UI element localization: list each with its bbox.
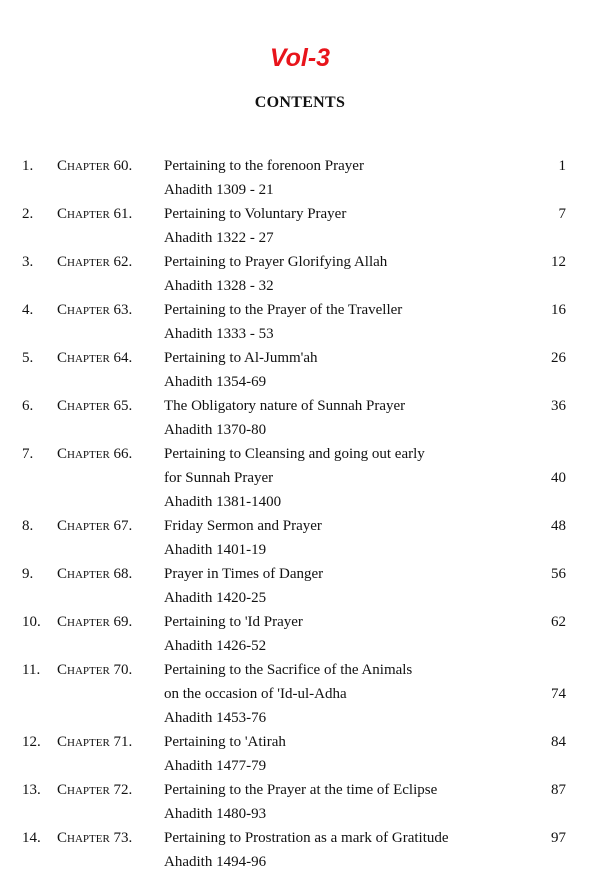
page-number: 26 — [551, 350, 566, 366]
chapter-title: Pertaining to 'Id Prayer — [164, 614, 303, 630]
volume-label: Vol-3 — [269, 44, 331, 72]
toc-entry — [0, 442, 600, 514]
chapter-label: Chapter 69. — [57, 614, 133, 630]
toc-line — [0, 394, 600, 418]
page-number: 62 — [551, 614, 566, 630]
toc-line — [0, 466, 600, 490]
entry-number: 5. — [22, 350, 34, 366]
entry-number: 7. — [22, 446, 34, 462]
chapter-title: Pertaining to the Prayer of the Traveller — [164, 302, 403, 318]
page-number: 40 — [551, 470, 566, 486]
toc-entry — [0, 154, 600, 202]
ahadith-range: Ahadith 1420-25 — [164, 590, 267, 606]
page-number: 74 — [551, 686, 566, 702]
toc-line — [0, 706, 600, 730]
ahadith-range: Ahadith 1328 - 32 — [164, 278, 274, 294]
chapter-title: on the occasion of 'Id-ul-Adha — [164, 686, 347, 702]
chapter-label: Chapter 68. — [57, 566, 133, 582]
page-number: 48 — [551, 518, 566, 534]
entry-number: 2. — [22, 206, 34, 222]
ahadith-range: Ahadith 1426-52 — [164, 638, 267, 654]
chapter-label: Chapter 61. — [57, 206, 133, 222]
toc-line — [0, 178, 600, 202]
ahadith-range: Ahadith 1322 - 27 — [164, 230, 274, 246]
chapter-label: Chapter 70. — [57, 662, 133, 678]
chapter-title: The Obligatory nature of Sunnah Prayer — [164, 398, 406, 414]
page-number: 84 — [551, 734, 566, 750]
entry-number: 6. — [22, 398, 34, 414]
toc-line — [0, 322, 600, 346]
toc-line — [0, 610, 600, 634]
toc-line — [0, 226, 600, 250]
page-number: 87 — [551, 782, 566, 798]
chapter-label: Chapter 62. — [57, 254, 133, 270]
chapter-label: Chapter 73. — [57, 830, 133, 846]
chapter-title: Pertaining to Cleansing and going out early — [164, 446, 425, 462]
toc-line — [0, 490, 600, 514]
toc-entry — [0, 730, 600, 778]
chapter-title: Pertaining to the Sacrifice of the Animals — [164, 662, 413, 678]
ahadith-range: Ahadith 1381-1400 — [164, 494, 282, 510]
toc-line — [0, 682, 600, 706]
chapter-title: for Sunnah Prayer — [164, 470, 274, 486]
entry-number: 4. — [22, 302, 34, 318]
toc-line — [0, 778, 600, 802]
entry-number: 1. — [22, 158, 34, 174]
toc-line — [0, 538, 600, 562]
entry-number: 9. — [22, 566, 34, 582]
page-number: 12 — [551, 254, 566, 270]
toc-line — [0, 634, 600, 658]
toc-line — [0, 418, 600, 442]
chapter-label: Chapter 65. — [57, 398, 133, 414]
toc-line — [0, 154, 600, 178]
chapter-title: Pertaining to the forenoon Prayer — [164, 158, 364, 174]
toc-line — [0, 250, 600, 274]
toc-line — [0, 850, 600, 874]
entry-number: 10. — [22, 614, 41, 630]
toc-line — [0, 802, 600, 826]
toc-entry — [0, 346, 600, 394]
toc-entry — [0, 778, 600, 826]
toc-line — [0, 298, 600, 322]
entry-number: 12. — [22, 734, 41, 750]
chapter-title: Prayer in Times of Danger — [164, 566, 324, 582]
chapter-title: Pertaining to the Prayer at the time of Eclipse — [164, 782, 438, 798]
ahadith-range: Ahadith 1453-76 — [164, 710, 267, 726]
toc-line — [0, 202, 600, 226]
ahadith-range: Ahadith 1401-19 — [164, 542, 267, 558]
ahadith-range: Ahadith 1333 - 53 — [164, 326, 274, 342]
toc-line — [0, 274, 600, 298]
toc-entry — [0, 562, 600, 610]
toc-line — [0, 730, 600, 754]
toc-line — [0, 826, 600, 850]
page-number: 36 — [551, 398, 566, 414]
entry-number: 11. — [22, 662, 41, 678]
toc-line — [0, 562, 600, 586]
toc-line — [0, 442, 600, 466]
toc-line — [0, 514, 600, 538]
page-number: 7 — [558, 206, 566, 222]
entry-number: 13. — [22, 782, 41, 798]
chapter-label: Chapter 71. — [57, 734, 133, 750]
table-of-contents — [0, 154, 600, 874]
chapter-title: Pertaining to Al-Jumm'ah — [164, 350, 318, 366]
page-number: 56 — [551, 566, 566, 582]
chapter-label: Chapter 63. — [57, 302, 133, 318]
entry-number: 3. — [22, 254, 34, 270]
toc-entry — [0, 610, 600, 658]
toc-line — [0, 370, 600, 394]
chapter-label: Chapter 67. — [57, 518, 133, 534]
chapter-label: Chapter 64. — [57, 350, 133, 366]
chapter-label: Chapter 72. — [57, 782, 133, 798]
toc-entry — [0, 514, 600, 562]
page-number: 97 — [551, 830, 566, 846]
toc-line — [0, 754, 600, 778]
ahadith-range: Ahadith 1480-93 — [164, 806, 267, 822]
page-number: 16 — [551, 302, 566, 318]
ahadith-range: Ahadith 1370-80 — [164, 422, 267, 438]
chapter-title: Pertaining to Prostration as a mark of Gratitude — [164, 830, 449, 846]
toc-entry — [0, 826, 600, 874]
chapter-title: Pertaining to 'Atirah — [164, 734, 286, 750]
chapter-label: Chapter 66. — [57, 446, 133, 462]
toc-line — [0, 586, 600, 610]
chapter-title: Friday Sermon and Prayer — [164, 518, 322, 534]
toc-line — [0, 346, 600, 370]
ahadith-range: Ahadith 1477-79 — [164, 758, 267, 774]
ahadith-range: Ahadith 1494-96 — [164, 854, 267, 870]
chapter-title: Pertaining to Voluntary Prayer — [164, 206, 347, 222]
page-number: 1 — [558, 158, 566, 174]
toc-entry — [0, 298, 600, 346]
entry-number: 8. — [22, 518, 34, 534]
ahadith-range: Ahadith 1309 - 21 — [164, 182, 274, 198]
entry-number: 14. — [22, 830, 41, 846]
ahadith-range: Ahadith 1354-69 — [164, 374, 267, 390]
toc-entry — [0, 658, 600, 730]
toc-entry — [0, 394, 600, 442]
page-title: CONTENTS — [254, 94, 346, 111]
chapter-title: Pertaining to Prayer Glorifying Allah — [164, 254, 388, 270]
toc-entry — [0, 202, 600, 250]
chapter-label: Chapter 60. — [57, 158, 133, 174]
toc-entry — [0, 250, 600, 298]
toc-line — [0, 658, 600, 682]
